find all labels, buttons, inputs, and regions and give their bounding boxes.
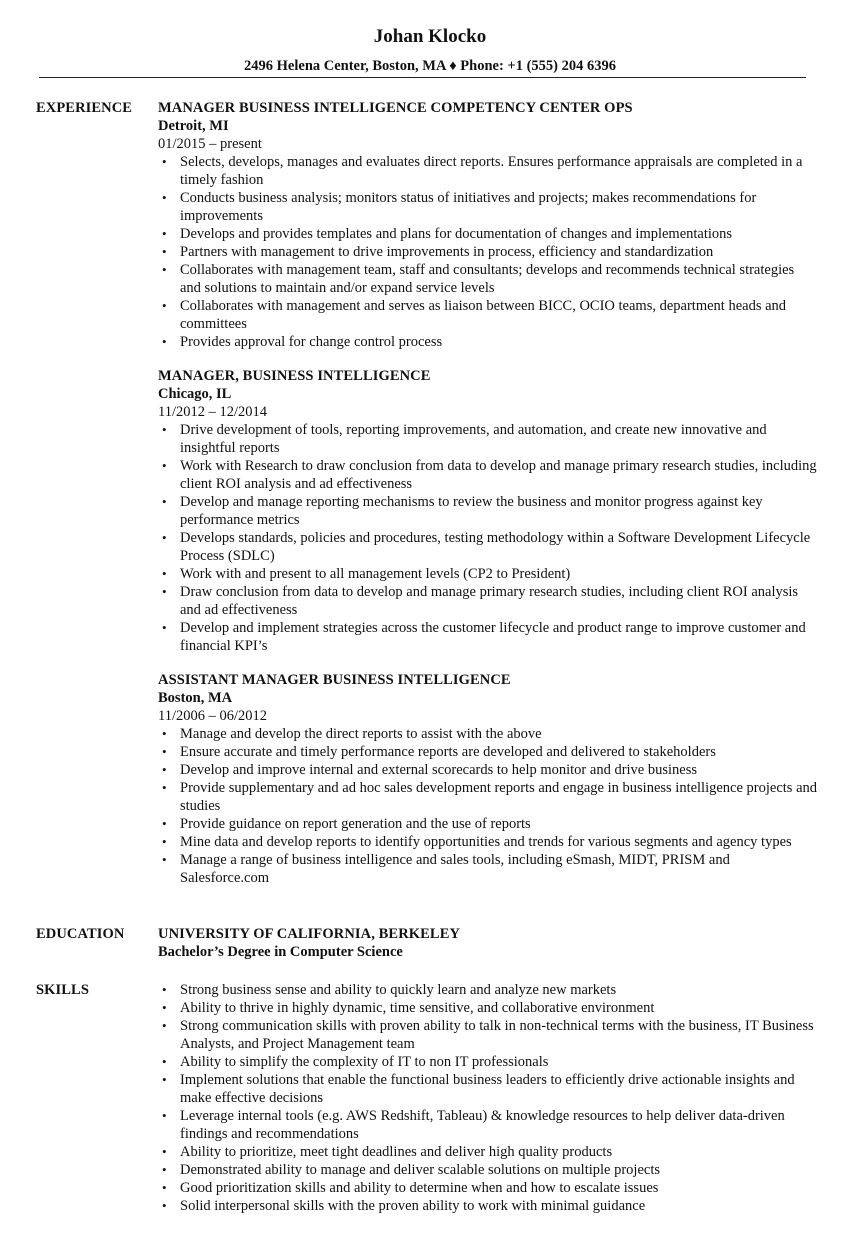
duty-text: Mine data and develop reports to identify opportunities and trends for various segments and agency types bbox=[180, 834, 792, 850]
list-item bbox=[158, 529, 818, 565]
list-item bbox=[158, 761, 818, 779]
list-item bbox=[158, 1107, 818, 1143]
job-title: MANAGER, BUSINESS INTELLIGENCE bbox=[158, 368, 431, 384]
skill-text: Ability to simplify the complexity of IT to non IT professionals bbox=[180, 1054, 549, 1070]
list-item bbox=[158, 743, 818, 761]
bullet-icon: • bbox=[162, 1162, 167, 1177]
bullet-icon: • bbox=[162, 1072, 167, 1087]
duty-text: Provide guidance on report generation and the use of reports bbox=[180, 816, 531, 832]
bullet-icon: • bbox=[162, 244, 167, 259]
bullet-icon: • bbox=[162, 298, 167, 313]
skill-text: Strong business sense and ability to quickly learn and analyze new markets bbox=[180, 982, 617, 998]
duty-text: Drive development of tools, reporting improvements, and automation, and create new innovative and insightful reports bbox=[180, 422, 767, 456]
duty-text: Develops and provides templates and plans for documentation of changes and implementations bbox=[180, 226, 733, 242]
job-location: Detroit, MI bbox=[158, 118, 229, 134]
job-title: MANAGER BUSINESS INTELLIGENCE COMPETENCY CENTER OPS bbox=[158, 100, 633, 116]
bullet-icon: • bbox=[162, 334, 167, 349]
skill-text: Demonstrated ability to manage and deliver scalable solutions on multiple projects bbox=[180, 1162, 660, 1178]
list-item bbox=[158, 619, 818, 655]
list-item bbox=[158, 1161, 818, 1179]
candidate-name: Johan Klocko bbox=[373, 26, 487, 47]
list-item bbox=[158, 1017, 818, 1053]
duty-text: Work with Research to draw conclusion from data to develop and manage primary research studies, including client ROI analysis and ad effectiveness bbox=[180, 458, 817, 492]
contact-line: 2496 Helena Center, Boston, MA ♦ Phone: +1 (555) 204 6396 bbox=[244, 58, 616, 74]
bullet-icon: • bbox=[162, 982, 167, 997]
bullet-icon: • bbox=[162, 1198, 167, 1213]
job-entry bbox=[158, 99, 818, 351]
list-item bbox=[158, 1197, 818, 1215]
bullet-icon: • bbox=[162, 566, 167, 581]
skill-text: Strong communication skills with proven ability to talk in non-technical terms with the business, IT Business Analysts, and Project Management team bbox=[180, 1018, 814, 1052]
job-dates: 11/2006 – 06/2012 bbox=[158, 708, 268, 724]
list-item bbox=[158, 833, 818, 851]
bullet-icon: • bbox=[162, 1054, 167, 1069]
degree-name: Bachelor’s Degree in Computer Science bbox=[158, 944, 403, 960]
bullet-icon: • bbox=[162, 834, 167, 849]
duty-text: Partners with management to drive improvements in process, efficiency and standardization bbox=[180, 244, 714, 260]
bullet-icon: • bbox=[162, 816, 167, 831]
list-item bbox=[158, 981, 818, 999]
duty-text: Selects, develops, manages and evaluates direct reports. Ensures performance appraisals are completed in a timely fashion bbox=[180, 154, 803, 188]
job-location: Chicago, IL bbox=[158, 386, 232, 402]
bullet-icon: • bbox=[162, 494, 167, 509]
bullet-icon: • bbox=[162, 1108, 167, 1123]
skills-body bbox=[158, 981, 818, 1215]
bullet-icon: • bbox=[162, 762, 167, 777]
duty-text: Develop and improve internal and external scorecards to help monitor and drive business bbox=[180, 762, 698, 778]
duty-text: Work with and present to all management levels (CP2 to President) bbox=[180, 566, 571, 582]
duty-text: Collaborates with management team, staff and consultants; develops and recommends technical strategies and solutions to maintain and/or expand service levels bbox=[180, 262, 795, 296]
skill-text: Ability to thrive in highly dynamic, time sensitive, and collaborative environment bbox=[180, 1000, 655, 1016]
list-item bbox=[158, 1143, 818, 1161]
list-item bbox=[158, 493, 818, 529]
bullet-icon: • bbox=[162, 780, 167, 795]
duty-text: Provide supplementary and ad hoc sales development reports and engage in business intelligence projects and studies bbox=[180, 780, 818, 814]
list-item bbox=[158, 851, 818, 887]
section-label-education: EDUCATION bbox=[36, 926, 125, 942]
list-item bbox=[158, 815, 818, 833]
bullet-icon: • bbox=[162, 262, 167, 277]
list-item bbox=[158, 565, 818, 583]
bullet-icon: • bbox=[162, 584, 167, 599]
bullet-icon: • bbox=[162, 1000, 167, 1015]
bullet-icon: • bbox=[162, 458, 167, 473]
list-item bbox=[158, 1071, 818, 1107]
education-body bbox=[158, 925, 818, 961]
list-item bbox=[158, 1053, 818, 1071]
list-item bbox=[158, 297, 818, 333]
bullet-icon: • bbox=[162, 1180, 167, 1195]
duty-text: Provides approval for change control process bbox=[180, 334, 443, 350]
list-item bbox=[158, 225, 818, 243]
skill-text: Ability to prioritize, meet tight deadlines and deliver high quality products bbox=[180, 1144, 613, 1160]
job-entry bbox=[158, 671, 818, 887]
bullet-icon: • bbox=[162, 620, 167, 635]
list-item bbox=[158, 153, 818, 189]
section-label-skills: SKILLS bbox=[36, 982, 89, 998]
job-title: ASSISTANT MANAGER BUSINESS INTELLIGENCE bbox=[158, 672, 511, 688]
job-duties-list bbox=[158, 421, 818, 655]
skill-text: Leverage internal tools (e.g. AWS Redshift, Tableau) & knowledge resources to help deliver data-driven findings and recommendations bbox=[180, 1108, 785, 1142]
duty-text: Manage a range of business intelligence and sales tools, including eSmash, MIDT, PRISM and Salesforce.com bbox=[180, 852, 730, 886]
job-duties-list bbox=[158, 725, 818, 887]
list-item bbox=[158, 189, 818, 225]
duty-text: Develop and manage reporting mechanisms to review the business and monitor progress against key performance metrics bbox=[180, 494, 763, 528]
header-divider bbox=[39, 77, 806, 78]
duty-text: Draw conclusion from data to develop and manage primary research studies, including client ROI analysis and ad effectiveness bbox=[180, 584, 799, 618]
bullet-icon: • bbox=[162, 154, 167, 169]
duty-text: Ensure accurate and timely performance reports are developed and delivered to stakeholders bbox=[180, 744, 716, 760]
bullet-icon: • bbox=[162, 852, 167, 867]
bullet-icon: • bbox=[162, 530, 167, 545]
list-item bbox=[158, 261, 818, 297]
list-item bbox=[158, 1179, 818, 1197]
list-item bbox=[158, 999, 818, 1017]
list-item bbox=[158, 333, 818, 351]
list-item bbox=[158, 725, 818, 743]
section-label-experience: EXPERIENCE bbox=[36, 100, 133, 116]
duty-text: Manage and develop the direct reports to assist with the above bbox=[180, 726, 542, 742]
skills-list bbox=[158, 981, 818, 1215]
skill-text: Good prioritization skills and ability to determine when and how to escalate issues bbox=[180, 1180, 659, 1196]
bullet-icon: • bbox=[162, 190, 167, 205]
bullet-icon: • bbox=[162, 226, 167, 241]
bullet-icon: • bbox=[162, 744, 167, 759]
job-dates: 11/2012 – 12/2014 bbox=[158, 404, 268, 420]
skill-text: Solid interpersonal skills with the proven ability to work with minimal guidance bbox=[180, 1198, 646, 1214]
school-name: UNIVERSITY OF CALIFORNIA, BERKELEY bbox=[158, 926, 461, 942]
list-item bbox=[158, 583, 818, 619]
bullet-icon: • bbox=[162, 726, 167, 741]
duty-text: Collaborates with management and serves as liaison between BICC, OCIO teams, department heads and committees bbox=[180, 298, 787, 332]
bullet-icon: • bbox=[162, 1018, 167, 1033]
job-entry bbox=[158, 367, 818, 655]
skill-text: Implement solutions that enable the functional business leaders to efficiently drive actionable insights and make effective decisions bbox=[180, 1072, 795, 1106]
job-duties-list bbox=[158, 153, 818, 351]
duty-text: Develop and implement strategies across the customer lifecycle and product range to improve customer and financial KPI’s bbox=[180, 620, 806, 654]
duty-text: Develops standards, policies and procedures, testing methodology within a Software Development Lifecycle Process (SDLC) bbox=[180, 530, 811, 564]
duty-text: Conducts business analysis; monitors status of initiatives and projects; makes recommendations for improvements bbox=[180, 190, 757, 224]
list-item bbox=[158, 457, 818, 493]
list-item bbox=[158, 243, 818, 261]
bullet-icon: • bbox=[162, 422, 167, 437]
list-item bbox=[158, 779, 818, 815]
resume-header bbox=[0, 24, 860, 76]
experience-body bbox=[158, 99, 818, 903]
list-item bbox=[158, 421, 818, 457]
bullet-icon: • bbox=[162, 1144, 167, 1159]
job-dates: 01/2015 – present bbox=[158, 136, 262, 152]
job-location: Boston, MA bbox=[158, 690, 233, 706]
